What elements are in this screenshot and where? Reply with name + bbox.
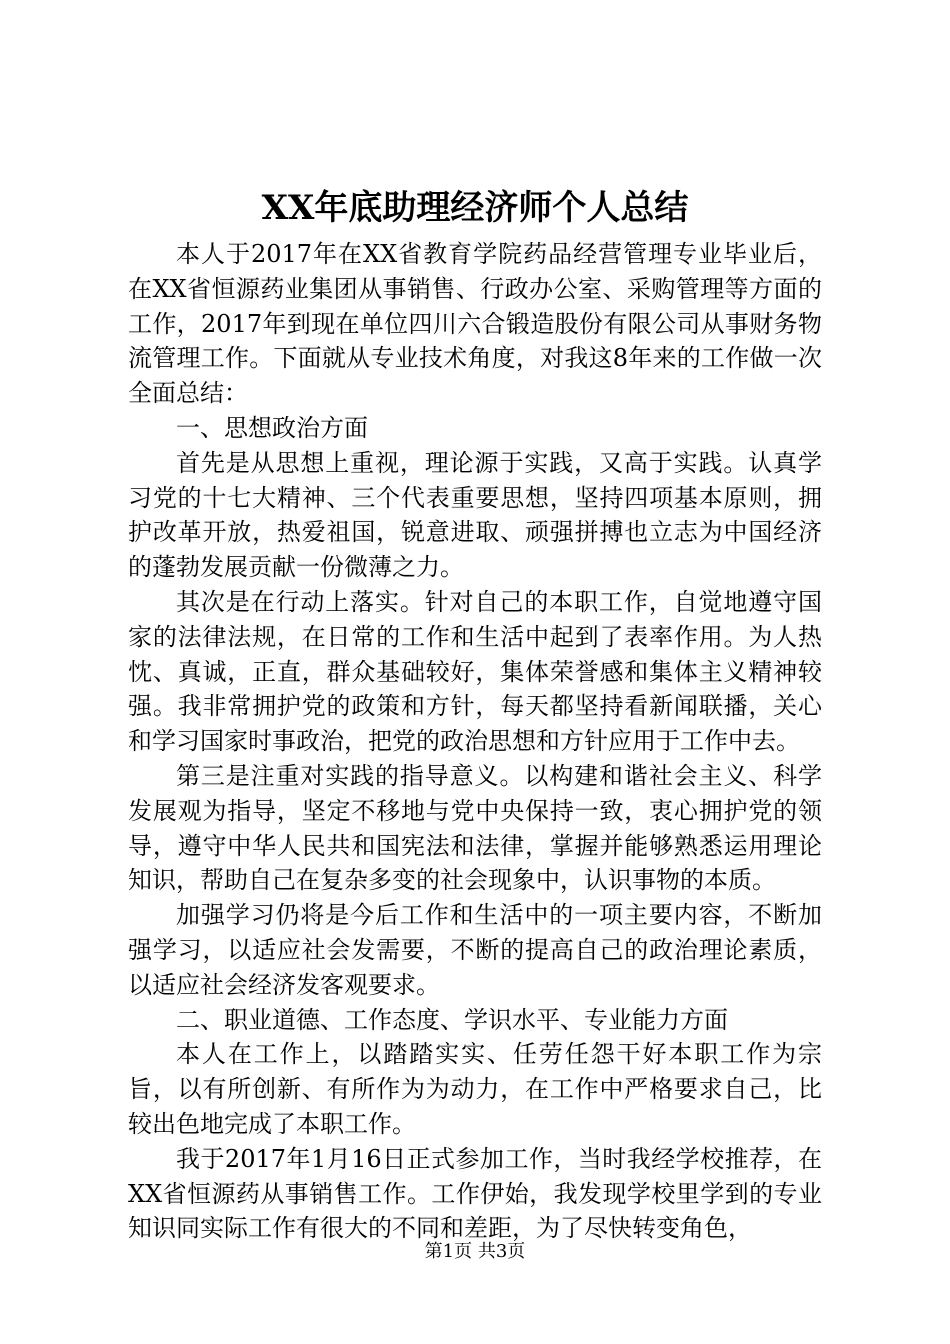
paragraph-ethics-2: 我于2017年1月16日正式参加工作，当时我经学校推荐，在XX省恒源药从事销售工作。工作伊始，我发现学校里学到的专业知识同实际工作有很大的不同和差距，为了尽快转变角色，: [128, 1144, 822, 1243]
section-heading-ethics: 二、职业道德、工作态度、学识水平、专业能力方面: [176, 1005, 728, 1034]
paragraph-politics-4: 加强学习仍将是今后工作和生活中的一项主要内容，不断加强学习，以适应社会发需要，不断的提高自己的政治理论素质，以适应社会经济发客观要求。: [128, 901, 822, 999]
paragraph-politics-2: 其次是在行动上落实。针对自己的本职工作，自觉地遵守国家的法律法规，在日常的工作和生活中起到了表率作用。为人热忱、真诚，正直，群众基础较好，集体荣誉感和集体主义精神较强。我非常拥护党的政策和方针，每天都坚持看新闻联播，关心和学习国家时事政治，把党的政治思想和方针应用于工作中去。: [128, 587, 822, 756]
paragraph-politics-3: 第三是注重对实践的指导意义。以构建和谐社会主义、科学发展观为指导，坚定不移地与党中央保持一致，衷心拥护党的领导，遵守中华人民共和国宪法和法律，掌握并能够熟悉运用理论知识，帮助自己在复杂多变的社会现象中，认识事物的本质。: [128, 761, 822, 895]
section-heading-politics: 一、思想政治方面: [176, 413, 368, 442]
document-title: XX年底助理经济师个人总结: [261, 188, 689, 228]
document-body: [128, 237, 822, 1246]
paragraph-ethics-1: 本人在工作上，以踏踏实实、任劳任怨干好本职工作为宗旨，以有所创新、有所作为为动力，在工作中严格要求自己，比较出色地完成了本职工作。: [128, 1040, 822, 1138]
paragraph-intro: 本人于2017年在XX省教育学院药品经营管理专业毕业后，在XX省恒源药业集团从事销售、行政办公室、采购管理等方面的工作，2017年到现在单位四川六合锻造股份有限公司从事财务物流管理工作。下面就从专业技术角度，对我这8年来的工作做一次全面总结：: [128, 240, 822, 408]
page-footer: 第1页 共3页: [424, 1241, 526, 1262]
paragraph-politics-1: 首先是从思想上重视，理论源于实践，又高于实践。认真学习党的十七大精神、三个代表重要思想，坚持四项基本原则，拥护改革开放，热爱祖国，锐意进取、顽强拼搏也立志为中国经济的蓬勃发展贡献一份微薄之力。: [128, 448, 822, 582]
